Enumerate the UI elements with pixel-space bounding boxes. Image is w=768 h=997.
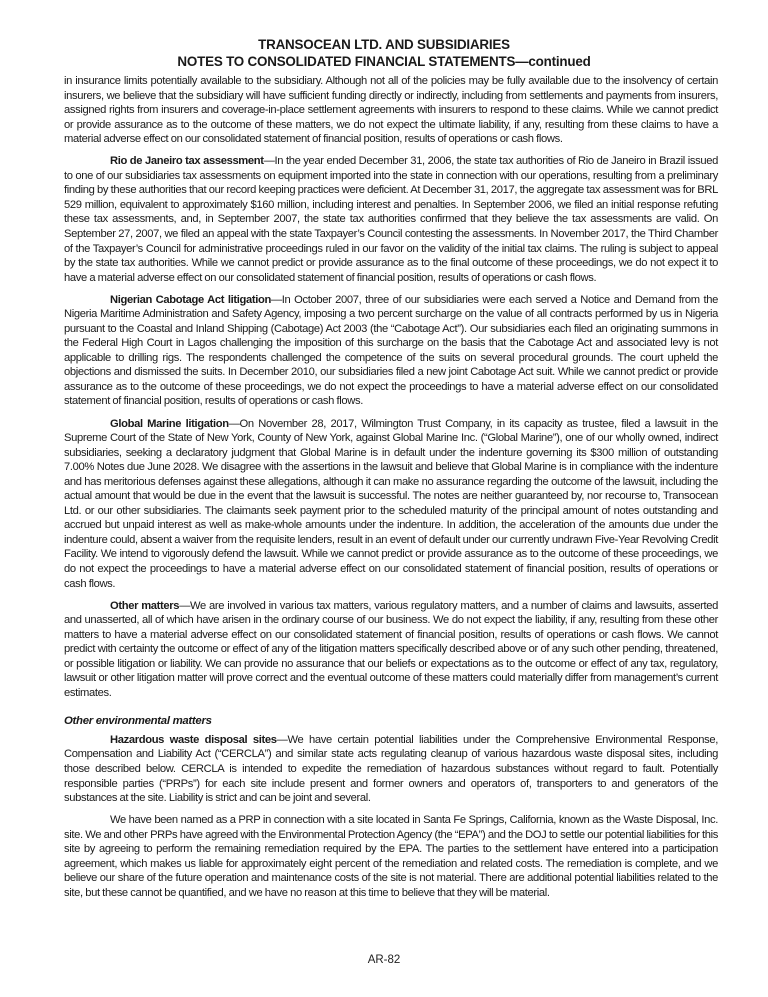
paragraph-lead: Other matters (110, 599, 180, 612)
company-heading: TRANSOCEAN LTD. AND SUBSIDIARIES (258, 37, 510, 52)
paragraph-global-marine (64, 417, 718, 592)
paragraph-text: —We have certain potential liabilities under the Comprehensive Environmental Response, Compensation and Liability Act (“CERCLA”) and similar state acts regulating cleanup of various hazardous waste disposal sites, including those described below. CERCLA is intended to expedite the remediation of hazardous substances without regard to fault. Potentially responsible parties (“PRPs”) for each site include present and former owners and operators of, transporters to and generators of the substances at the site. Liability is strict and can be joint and several. (64, 733, 718, 805)
paragraph-text: in insurance limits potentially available to the subsidiary. Although not all of the policies may be fully available due to the insolvency of certain insurers, we believe that the subsidiary will have sufficient funding directly or indirectly, including from settlements and payments from insurers, assigned rights from insurers and coverage-in-place settlement agreements with insurers to respond to these claims. While we cannot predict or provide assurance as to the outcome of these matters, we do not expect the ultimate liability, if any, resulting from these claims to have a material adverse effect on our consolidated statement of financial position, results of operations or cash flows. (64, 75, 718, 146)
paragraph-text: —We are involved in various tax matters, various regulatory matters, and a number of claims and lawsuits, asserted and unasserted, all of which have arisen in the ordinary course of our business. We do not expect the liability, if any, resulting from these other matters to have a material adverse effect on our consolidated statement of financial position, results of operations or cash flows. We cannot predict with certainty the outcome or effect of any of the litigation matters specifically described above or of any such other pending, threatened, or possible litigation or liability. We can provide no assurance that our beliefs or expectations as to the outcome or effect of any tax, regulatory, lawsuit or other litigation matter will prove correct and the eventual outcome of these matters could materially differ from management’s current estimates. (64, 599, 718, 699)
paragraph-text: —In the year ended December 31, 2006, the state tax authorities of Rio de Janeiro in Brazil issued to one of our subsidiaries tax assessments on equipment imported into the state in connection with our operations, resulting from a preliminary finding by these authorities that our record keeping practices were deficient. At December 31, 2017, the aggregate tax assessment was for BRL 529 million, equivalent to approximately $160 million, including interest and penalties. In September 2006, we filed an initial response refuting these tax assessments, and, in September 2007, the state tax authorities confirmed that they believe the tax assessments are valid. On September 27, 2007, we filed an appeal with the state Taxpayer’s Council contesting the assessments. In November 2017, the Third Chamber of the Taxpayer’s Council for administrative proceedings ruled in our favor on the validity of the initial tax claims. The ruling is subject to appeal by the state tax authorities. While we cannot predict or provide assurance as to the final outcome of these proceedings, we do not expect it to have a material adverse effect on our consolidated statement of financial position, results of operations or cash flows. (64, 155, 719, 284)
document-body (64, 74, 718, 908)
paragraph-text: We have been named as a PRP in connection with a site located in Santa Fe Springs, California, known as the Waste Disposal, Inc. site. We and other PRPs have agreed with the Environmental Protection Agency (the “EPA”) and the DOJ to settle our potential liabilities for this site by agreeing to perform the remaining remediation required by the EPA. The parties to the settlement have entered into a participation agreement, which makes us liable for approximately eight percent of the remediation and related costs. The remediation is complete, and we believe our share of the future operation and maintenance costs of the site is not material. There are additional potential liabilities related to the site, but these cannot be quantified, and we have no reason at this time to believe that they will be material. (64, 814, 718, 899)
paragraph-santa-fe-springs (64, 813, 718, 900)
section-subheading: Other environmental matters (64, 715, 212, 728)
paragraph-insurance-continued (64, 74, 718, 147)
paragraph-other-matters (64, 599, 718, 701)
paragraph-text: —On November 28, 2017, Wilmington Trust Company, in its capacity as trustee, filed a lawsuit in the Supreme Court of the State of New York, County of New York, against Global Marine Inc. (“Global Marine”), one of our wholly owned, indirect subsidiaries, seeking a declaratory judgment that Global Marine is in default under the indenture governing its $300 million of outstanding 7.00% Notes due June 2028. We disagree with the assertions in the lawsuit and believe that Global Marine is in compliance with the indenture and has meritorious defenses against these allegations, although it can make no assurance regarding the outcome of the lawsuit, including the actual amount that would be due in the event that the lawsuit is successful. The notes are neither guaranteed by, nor recourse to, Transocean Ltd. or our other subsidiaries. The claimants seek payment prior to the scheduled maturity of the principal amount of notes outstanding and accrued but unpaid interest as well as make-whole amounts under the indenture. In addition, the acceleration of the amounts due under the indenture could, absent a waiver from the requisite lenders, result in an event of default under our currently undrawn Five-Year Revolving Credit Facility. We intend to vigorously defend the lawsuit. While we cannot predict or provide assurance as to the outcome of these proceedings, we do not expect the proceedings to have a material adverse effect on our consolidated statement of financial position, results of operations or cash flows. (64, 417, 718, 590)
paragraph-rio-tax-assessment (64, 154, 718, 285)
paragraph-lead: Nigerian Cabotage Act litigation (110, 293, 271, 306)
paragraph-lead: Hazardous waste disposal sites (110, 733, 277, 746)
paragraph-hazardous-waste (64, 733, 718, 806)
paragraph-text: —In October 2007, three of our subsidiaries were each served a Notice and Demand from the Nigeria Maritime Administration and Safety Agency, imposing a two percent surcharge on the value of all contracts performed by us in Nigeria pursuant to the Coastal and Inland Shipping (Cabotage) Act 2003 (the “Cabotage Act”). Our subsidiaries each filed an originating summons in the Federal High Court in Lagos challenging the imposition of this surcharge on the basis that the Cabotage Act and associated levy is not applicable to drilling rigs. The respondents challenged the competence of the suits on several procedural grounds. The court upheld the objections and dismissed the suits. In December 2010, our subsidiaries filed a new joint Cabotage Act suit. While we cannot predict or provide assurance as to the outcome of these proceedings, we do not expect the proceedings to have a material adverse effect on our consolidated statement of financial position, results of operations or cash flows. (64, 293, 718, 408)
page-title: NOTES TO CONSOLIDATED FINANCIAL STATEMENTS—continued (177, 54, 591, 69)
paragraph-lead: Rio de Janeiro tax assessment (110, 155, 264, 168)
page-number: AR-82 (367, 954, 401, 966)
paragraph-lead: Global Marine litigation (110, 417, 229, 430)
paragraph-nigerian-cabotage (64, 293, 718, 409)
